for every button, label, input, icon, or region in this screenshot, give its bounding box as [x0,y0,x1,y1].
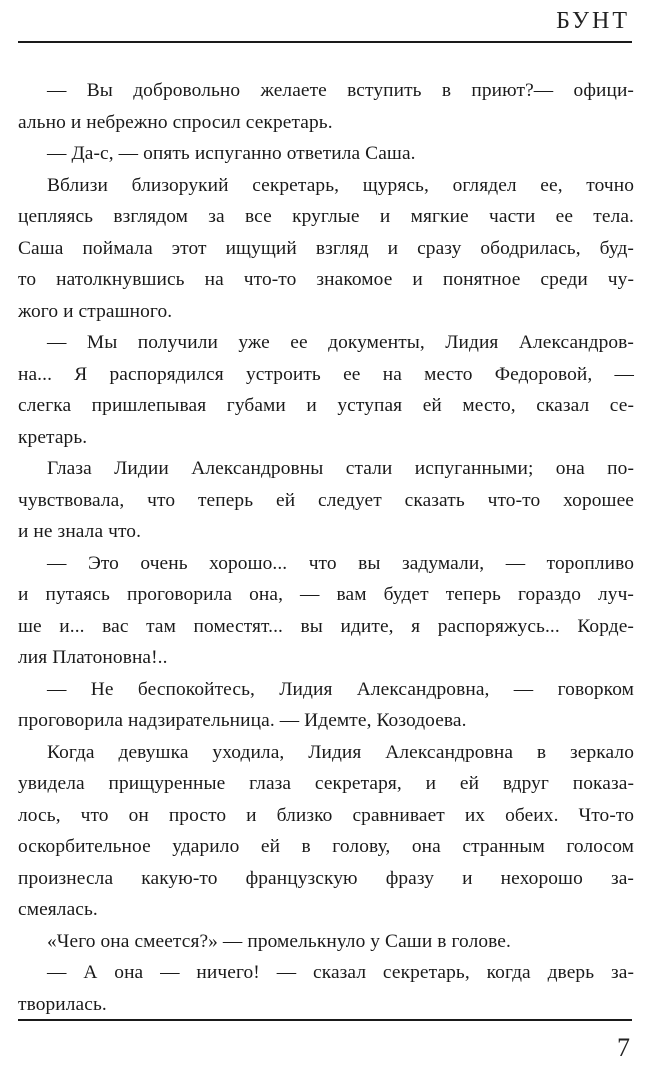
text-line: Глаза Лидии Александровны стали испуганными; она по- [47,458,634,479]
text-line: проговорила надзирательница. — Идемте, Козодоева. [18,710,467,731]
text-line: — Мы получили уже ее документы, Лидия Александров- [47,332,634,353]
text-line: кретарь. [18,426,88,448]
text-line: жого и страшного. [18,300,173,322]
text-line: и путаясь проговорила она, — вам будет теперь гораздо луч- [18,584,634,605]
text-line: «Чего она смеется?» — промелькнуло у Саши в голове. [47,930,511,952]
text-line: на... Я распорядился устроить ее на место Федоровой, — [18,363,634,385]
text-line: Саша поймала этот ищущий взгляд и сразу ободрилась, буд- [18,237,634,259]
text-line: и не знала что. [18,521,142,542]
header-rule [18,41,632,43]
footer-rule [18,1019,632,1021]
text-line: чувствовала, что теперь ей следует сказать что-то хорошее [18,489,634,511]
text-line: творилась. [18,993,107,1015]
text-line: — Да-с, — опять испуганно ответила Саша. [47,143,416,164]
text-line: произнесла какую-то французскую фразу и нехорошо за- [18,867,634,889]
text-line: — Это очень хорошо... что вы задумали, — торопливо [47,552,634,574]
text-line: лия Платоновна!.. [18,647,168,668]
running-title: БУНТ [556,8,630,34]
body-text [18,75,634,1020]
text-line: слегка пришлепывая губами и уступая ей место, сказал се- [18,395,634,416]
text-line: оскорбительное ударило ей в голову, она странным голосом [18,836,634,857]
text-line: ше и... вас там поместят... вы идите, я распоряжусь... Корде- [18,615,634,637]
text-line: то натолкнувшись на что-то знакомое и понятное среди чу- [18,269,634,290]
text-line: — А она — ничего! — сказал секретарь, когда дверь за- [47,962,634,983]
text-line: Вблизи близорукий секретарь, щурясь, оглядел ее, точно [47,174,634,196]
text-line: ально и небрежно спросил секретарь. [18,111,333,133]
text-line: цепляясь взглядом за все круглые и мягкие части ее тела. [18,206,634,227]
text-line: — Вы добровольно желаете вступить в приют?— офици- [47,80,634,101]
text-line: Когда девушка уходила, Лидия Александровна в зеркало [47,741,634,763]
page-number: 7 [617,1033,630,1062]
text-line: — Не беспокойтесь, Лидия Александровна, — говорком [47,678,634,700]
text-line: смеялась. [18,899,98,920]
text-line: лось, что он просто и близко сравнивает их обеих. Что-то [18,804,634,826]
text-line: увидела прищуренные глаза секретаря, и ей вдруг показа- [18,773,634,794]
